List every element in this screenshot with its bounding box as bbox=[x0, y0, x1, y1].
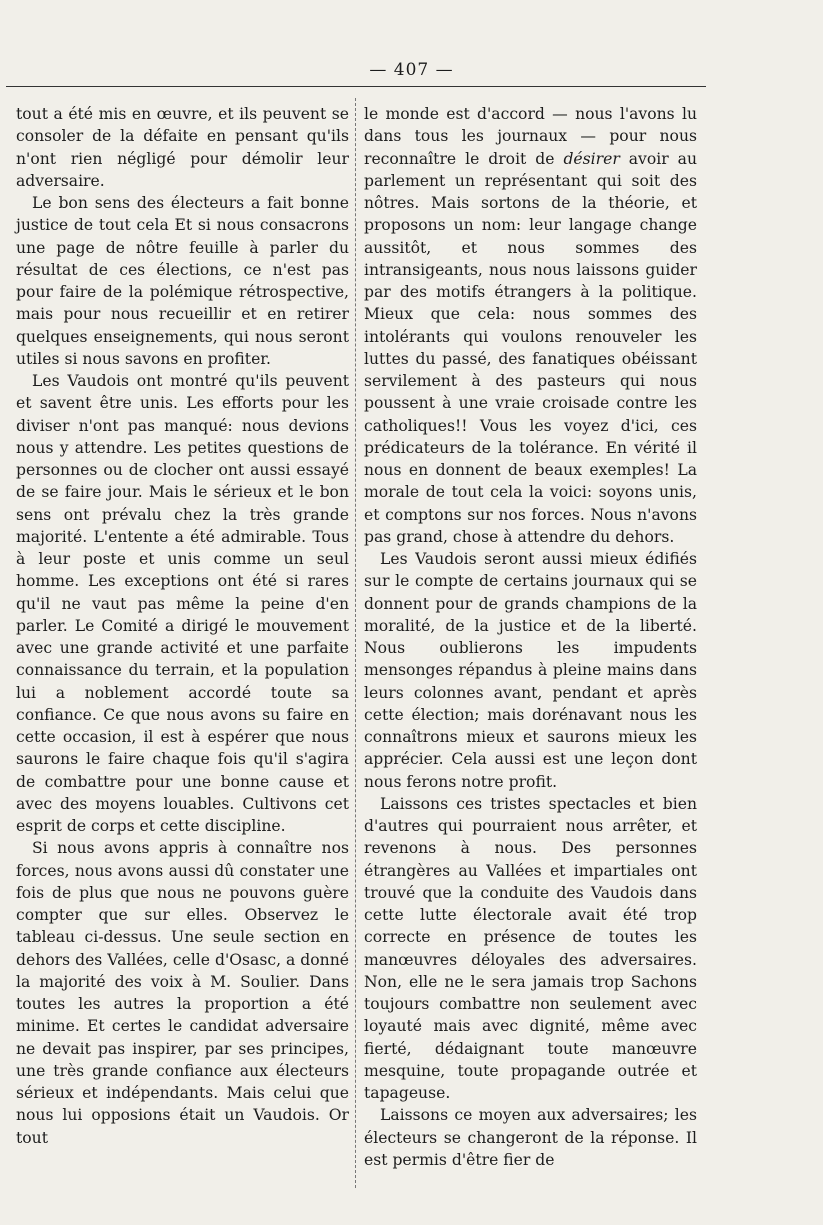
paragraph-text: avoir au parlement un représentant qui soit des nôtres. Mais sortons de la théorie, et proposons un nom: leur langage change aussitôt, et nous sommes des intransigeants, nous nous laissons guider par des motifs étrangers à la politique. Mieux que cela: nous sommes des intolérants qui voulons renouveler les luttes du passé, des fanatiques obéissant servilement à des pasteurs qui nous poussent à une vraie croisade contre les catholiques!! Vous les voyez d'ici, ces prédicateurs de la tolérance. En vérité il nous en donnent de beaux exemples! La morale de tout cela la voici: soyons unis, et comptons sur nos forces. Nous n'avons pas grand, chose à attendre du dehors. bbox=[364, 149, 697, 546]
left-column bbox=[16, 103, 349, 1149]
column-divider bbox=[355, 98, 356, 1188]
page-number: — 407 — bbox=[369, 60, 454, 80]
paragraph: Laissons ces tristes spectacles et bien d'autres qui pourraient nous arrêter, et revenons à nous. Des personnes étrangères au Vallées et impartiales ont trouvé que la conduite des Vaudois dans cette lutte électorale avait été trop correcte en présence de toutes les manœuvres déloyales des adversaires. Non, elle ne le sera jamais trop Sachons toujours combattre non seulement avec loyauté mais avec dignité, même avec fierté, dédaignant toute manœuvre mesquine, toute propagande outrée et tapageuse. bbox=[364, 794, 697, 1102]
paragraph: Si nous avons appris à connaître nos forces, nous avons aussi dû constater une fois de plus que nous ne pouvons guère compter que sur elles. Observez le tableau ci-dessus. Une seule section en dehors des Vallées, celle d'Osasc, a donné la majorité des voix à M. Soulier. Dans toutes les autres la proportion a été minime. Et certes le candidat adversaire ne devait pas inspirer, par ses principes, une très grande confiance aux électeurs sérieux et indépendants. Mais celui que nous lui opposions était un Vaudois. Or tout bbox=[16, 839, 349, 1147]
paragraph bbox=[364, 103, 697, 548]
emphasized-word: désirer bbox=[563, 149, 620, 168]
paragraph: Les Vaudois seront aussi mieux édifiés sur le compte de certains journaux qui se donnent pour de grands champions de la moralité, de la justice et de la liberté. Nous oublierons les impudents mensonges répandus à pleine mains dans leurs colonnes avant, pendant et après cette élection; mais dorénavant nous les connaîtrons mieux et saurons mieux les apprécier. Cela aussi est une leçon dont nous ferons notre profit. bbox=[364, 550, 697, 791]
paragraph: Les Vaudois ont montré qu'ils peuvent et savent être unis. Les efforts pour les diviser n'ont pas manqué: nous devions nous y attendre. Les petites questions de personnes ou de clocher ont aussi essayé de se faire jour. Mais le sérieux et le bon sens ont prévalu chez la très grande majorité. L'entente a été admirable. Tous à leur poste et unis comme un seul homme. Les exceptions ont été si rares qu'il ne vaut pas même la peine d'en parler. Le Comité a dirigé le mouvement avec une grande activité et une parfaite connaissance du terrain, et la population lui a noblement accordé toute sa confiance. Ce que nous avons su faire en cette occasion, il est à espérer que nous saurons le faire chaque fois qu'il s'agira de combattre pour une bonne cause et avec des moyens louables. Cultivons cet esprit de corps et cette discipline. bbox=[16, 372, 349, 835]
right-column bbox=[364, 103, 697, 1171]
paragraph: Le bon sens des électeurs a fait bonne justice de tout cela Et si nous consacrons une page de nôtre feuille à parler du résultat de ces élections, ce n'est pas pour faire de la polémique rétrospective, mais pour nous recueillir et en retirer quelques enseignements, qui nous seront utiles si nous savons en profiter. bbox=[16, 194, 349, 368]
header-rule bbox=[6, 86, 706, 87]
paragraph: Laissons ce moyen aux adversaires; les électeurs se changeront de la réponse. Il est permis d'être fier de bbox=[364, 1106, 697, 1169]
paragraph: tout a été mis en œuvre, et ils peuvent se consoler de la défaite en pensant qu'ils n'ont rien négligé pour démolir leur adversaire. bbox=[16, 105, 349, 190]
paragraph-text: le monde est d'accord — nous l'avons lu dans tous les journaux — pour nous reconnaître le droit de bbox=[364, 105, 697, 168]
